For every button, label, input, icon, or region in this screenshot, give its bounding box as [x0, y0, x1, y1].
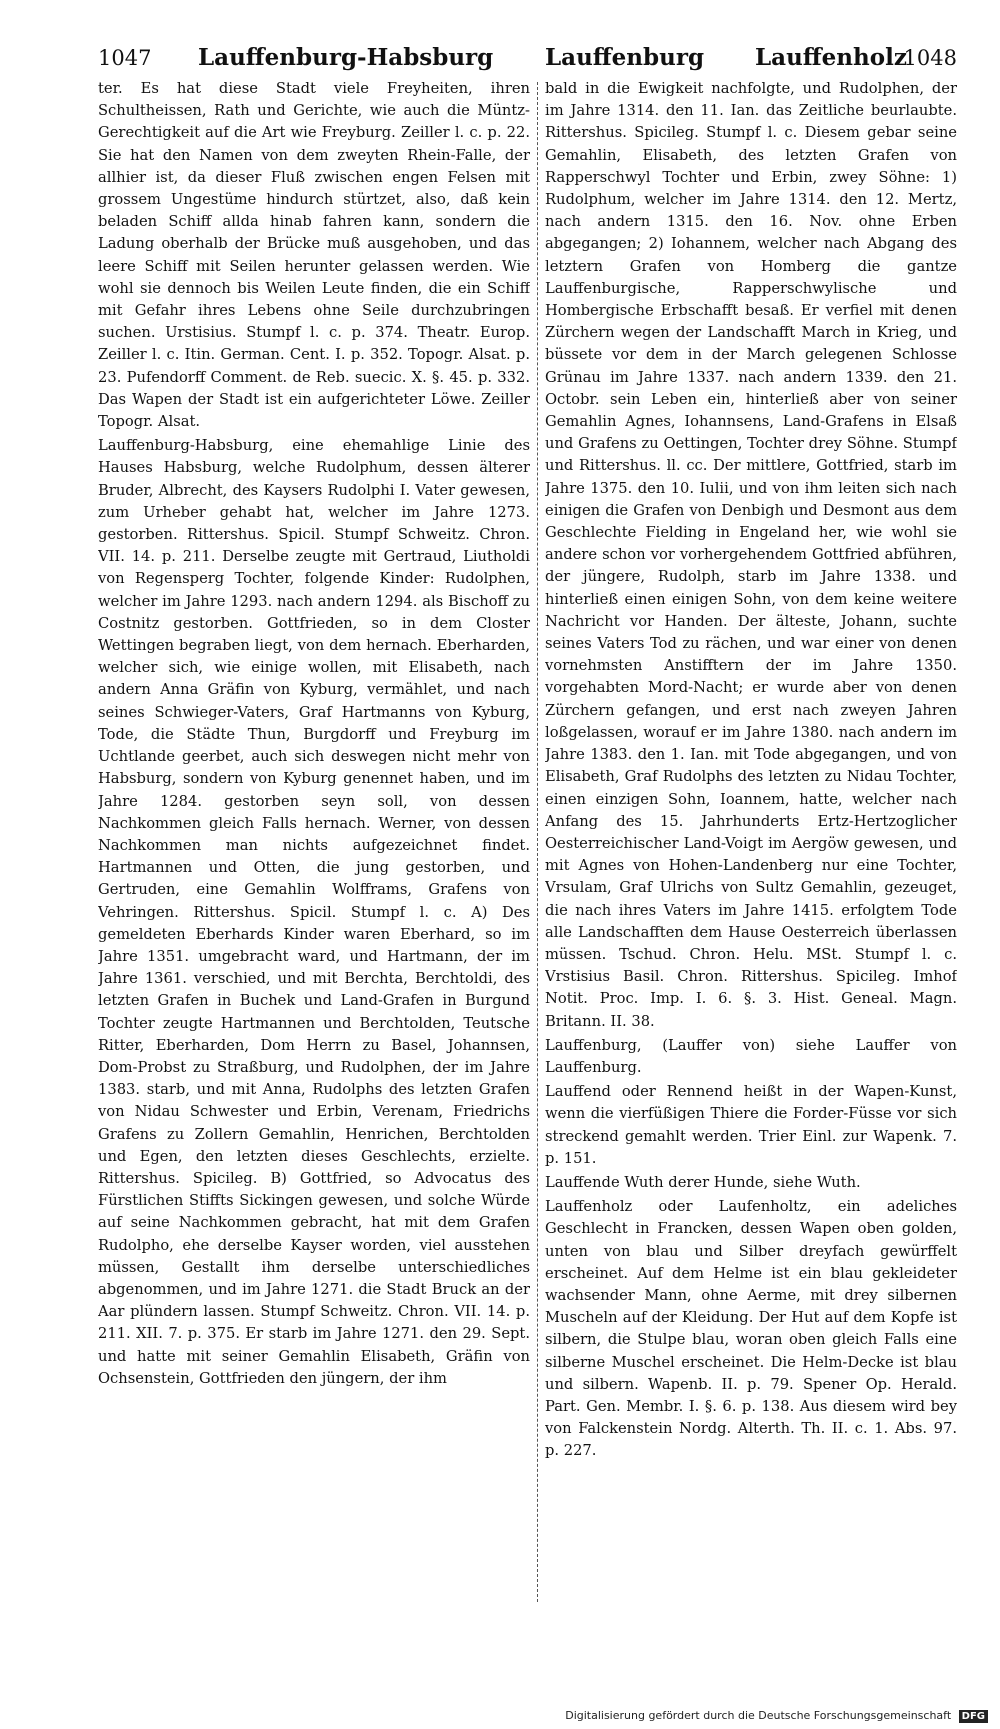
footer-text: Digitalisierung gefördert durch die Deutsche Forschungsgemeinschaft: [565, 1709, 952, 1722]
entry-paragraph: Lauffenburg, (Lauffer von) siehe Lauffer von Lauffenburg.: [545, 1036, 957, 1076]
right-page-number: 1048: [903, 46, 957, 70]
entry-paragraph: bald in die Ewigkeit nachfolgte, und Rudolphen, der im Jahre 1314. den 11. Ian. das Zeitliche beurlaubte. Rittershus. Spicileg. Stumpf l. c. Diesem gebar seine Gemahlin, Elisabeth, des letzten Grafen von Rapperschwyl Tochter und Erbin, zwey Söhne: 1) Rudolphum, welcher im Jahre 1314. den 12. Mertz, nach andern 1315. den 16. Nov. ohne Erben abgegangen; 2) Iohannem, welcher nach Abgang des letztern Grafen von Homberg die gantze Lauffenburgische, Rapperschwylische und Hombergische Erbschafft besaß. Er verfiel mit denen Zürchern wegen der Landschafft March in Krieg, und büssete vor dem in der March gelegenen Schlosse Grünau im Jahre 1337. nach andern 1339. den 21. Octobr. sein Leben ein, hinterließ aber von seiner Gemahlin Agnes, Iohannsens, Land-Grafens in Elsaß und Grafens zu Oettingen, Tochter drey Söhne. Stumpf und Rittershus. ll. cc. Der mittlere, Gottfried, starb im Jahre 1375. den 10. Iulii, und von ihm leiten sich nach einigen die Grafen von Denbigh und Desmont aus dem Geschlechte Fielding in Engeland her, wie wohl sie andere schon vor vorhergehendem Gottfried abführen, der jüngere, Rudolph, starb im Jahre 1338. und hinterließ einen einigen Sohn, von dem keine weitere Nachricht vor Handen. Der älteste, Johann, suchte seines Vaters Tod zu rächen, und war einer von denen vornehmsten Anstifftern der im Jahre 1350. vorgehabten Mord-Nacht; er wurde aber von denen Zürchern gefangen, und erst nach zweyen Jahren loßgelassen, worauf er im Jahre 1380. nach andern im Jahre 1383. den 1. Ian. mit Tode abgegangen, und von Elisabeth, Graf Rudolphs des letzten zu Nidau Tochter, einen einzigen Sohn, Ioannem, hatte, welcher nach Anfang des 15. Jahrhunderts Ertz-Hertzoglicher Oesterreichischer Land-Voigt im Aergöw gewesen, und mit Agnes von Hohen-Landenberg nur eine Tochter, Vrsulam, Graf Ulrichs von Sultz Gemahlin, gezeuget, die nach ihres Vaters im Jahre 1415. erfolgtem Tode alle Landschafften dem Hause Oesterreich überlassen müssen. Tschud. Chron. Helu. MSt. Stumpf l. c. Vrstisius Basil. Chron. Rittershus. Spicileg. Imhof Notit. Proc. Imp. I. 6. §. 3. Hist. Geneal. Magn. Britann. II. 38.: [545, 80, 957, 1030]
left-running-title: Lauffenburg-Habsburg: [198, 44, 494, 71]
left-page-number: 1047: [98, 46, 152, 70]
right-running-title-1: Lauffenburg: [545, 44, 705, 71]
entry-paragraph: Lauffend oder Rennend heißt in der Wapen-Kunst, wenn die vierfüßigen Thiere die Forder-Füsse vor sich streckend gemahlt werden. Trier Einl. zur Wapenk. 7. p. 151.: [545, 1083, 957, 1167]
column-divider: [537, 82, 538, 1602]
entry-paragraph: Lauffenholz oder Laufenholtz, ein adeliches Geschlecht in Francken, dessen Wapen oben golden, unten von blau und Silber dreyfach gewürffelt erscheinet. Auf dem Helme ist ein blau gekleideter wachsender Mann, ohne Aerme, mit drey silbernen Muscheln auf der Kleidung. Der Hut auf dem Kopfe ist silbern, die Stulpe blau, woran oben gleich Falls eine silberne Muschel erscheinet. Die Helm-Decke ist blau und silbern. Wapenb. II. p. 79. Spener Op. Herald. Part. Gen. Membr. I. §. 6. p. 138. Aus diesem wird bey von Falckenstein Nordg. Alterth. Th. II. c. 1. Abs. 97. p. 227.: [545, 1198, 957, 1460]
entry-paragraph: Lauffende Wuth derer Hunde, siehe Wuth.: [545, 1173, 861, 1191]
entry-paragraph: Lauffenburg-Habsburg, eine ehemahlige Linie des Hauses Habsburg, welche Rudolphum, dessen älterer Bruder, Albrecht, des Kaysers Rudolphi I. Vater gewesen, zum Urheber gehabt hat, welcher im Jahre 1273. gestorben. Rittershus. Spicil. Stumpf Schweitz. Chron. VII. 14. p. 211. Derselbe zeugte mit Gertraud, Liutholdi von Regensperg Tochter, folgende Kinder: Rudolphen, welcher im Jahre 1293. nach andern 1294. als Bischoff zu Costnitz gestorben. Gottfrieden, so in dem Closter Wettingen begraben liegt, von dem hernach. Eberharden, welcher sich, wie einige wollen, mit Elisabeth, nach andern Anna Gräfin von Kyburg, vermählet, und nach seines Schwieger-Vaters, Graf Hartmanns von Kyburg, Tode, die Städte Thun, Burgdorff und Freyburg im Uchtlande geerbet, auch sich deswegen nicht mehr von Habsburg, sondern von Kyburg genennet haben, und im Jahre 1284. gestorben seyn soll, von dessen Nachkommen gleich Falls hernach. Werner, von dessen Nachkommen man nichts aufgezeichnet findet. Hartmannen und Otten, die jung gestorben, und Gertruden, eine Gemahlin Wolfframs, Grafens von Vehringen. Rittershus. Spicil. Stumpf l. c. A) Des gemeldeten Eberhards Kinder waren Eberhard, so im Jahre 1351. umgebracht ward, und Hartmann, der im Jahre 1361. verschied, und mit Berchta, Berchtoldi, des letzten Grafen in Buchek und Land-Grafen in Burgund Tochter zeugte Hartmannen und Berchtolden, Teutsche Ritter, Eberharden, Dom Herrn zu Basel, Johannsen, Dom-Probst zu Straßburg, und Rudolphen, der im Jahre 1383. starb, und mit Anna, Rudolphs des letzten Grafen von Nidau Schwester und Erbin, Verenam, Friedrichs Grafens zu Zollern Gemahlin, Henrichen, Berchtolden und Egen, den letzten dieses Geschlechts, erzielte. Rittershus. Spicileg. B) Gottfried, so Advocatus des Fürstlichen Stiffts Sickingen gewesen, und solche Würde auf seine Nachkommen gebracht, hat mit dem Grafen Rudolpho, ehe derselbe Kayser worden, viel ausstehen müssen, Gestallt ihm derselbe unterschiedliches abgenommen, und im Jahre 1271. die Stadt Bruck an der Aar plündern lassen. Stumpf Schweitz. Chron. VII. 14. p. 211. XII. 7. p. 375. Er starb im Jahre 1271. den 29. Sept. und hatte mit seiner Gemahlin Elisabeth, Gräfin von Ochsenstein, Gottfrieden den jüngern, der ihm: [98, 437, 530, 1387]
digitization-footer: [565, 1709, 988, 1723]
right-page-header: [545, 38, 957, 78]
left-page-header: [98, 38, 530, 78]
left-column: [98, 78, 530, 1603]
right-running-title-2: Lauffenholz: [755, 44, 907, 71]
dfg-logo: DFG: [959, 1710, 988, 1723]
right-column: [545, 78, 957, 1603]
entry-paragraph: ter. Es hat diese Stadt viele Freyheiten, ihren Schultheissen, Rath und Gerichte, wie auch die Müntz-Gerechtigkeit auf die Art wie Freyburg. Zeiller l. c. p. 22. Sie hat den Namen von dem zweyten Rhein-Falle, der allhier ist, da dieser Fluß zwischen engen Felsen mit grossem Ungestüme hindurch stürtzet, also, daß kein beladen Schiff allda hinab fahren kann, sondern die Ladung oberhalb der Brücke muß ausgehoben, und das leere Schiff mit Seilen herunter gelassen werden. Wie wohl sie dennoch bis Weilen Leute finden, die ein Schiff mit Gefahr ihres Lebens ohne Seile durchzubringen suchen. Urstisius. Stumpf l. c. p. 374. Theatr. Europ. Zeiller l. c. Itin. German. Cent. I. p. 352. Topogr. Alsat. p. 23. Pufendorff Comment. de Reb. suecic. X. §. 45. p. 332. Das Wapen der Stadt ist ein aufgerichteter Löwe. Zeiller Topogr. Alsat.: [98, 80, 530, 431]
